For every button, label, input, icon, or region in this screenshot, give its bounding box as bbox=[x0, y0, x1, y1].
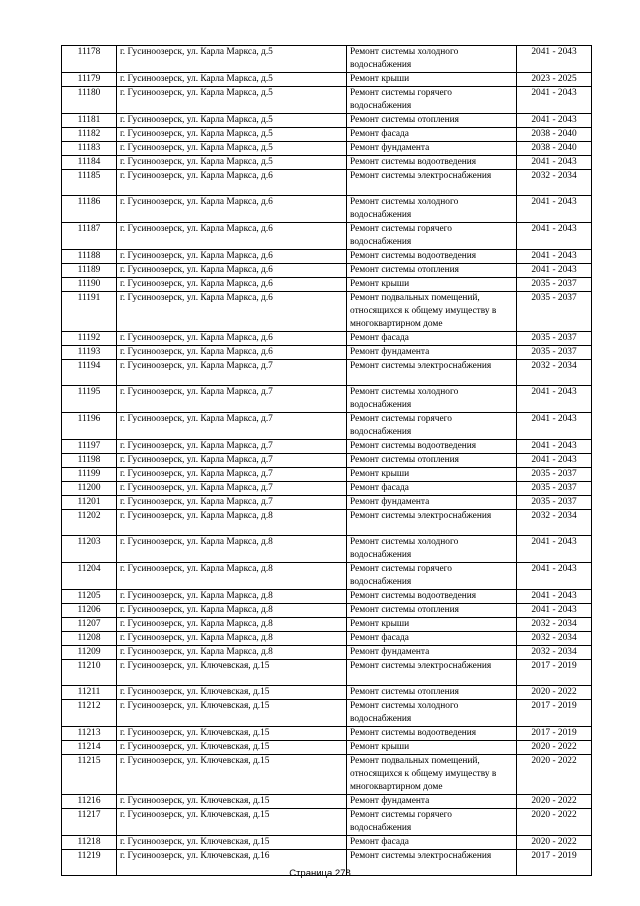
table-row bbox=[62, 142, 592, 156]
row-work-type: Ремонт системы электроснабжения bbox=[347, 850, 517, 876]
row-number: 11211 bbox=[62, 686, 117, 700]
table-row bbox=[62, 264, 592, 278]
row-number: 11189 bbox=[62, 264, 117, 278]
row-work-type: Ремонт системы горячего водоснабжения bbox=[347, 87, 517, 114]
row-number: 11212 bbox=[62, 700, 117, 727]
row-work-type: Ремонт крыши bbox=[347, 741, 517, 755]
row-number: 11188 bbox=[62, 250, 117, 264]
row-number: 11217 bbox=[62, 809, 117, 836]
table-row bbox=[62, 618, 592, 632]
row-work-type: Ремонт подвальных помещений, относящихся к общему имуществу в многоквартирном доме bbox=[347, 292, 517, 332]
row-number: 11184 bbox=[62, 156, 117, 170]
row-number: 11187 bbox=[62, 223, 117, 250]
row-period: 2020 - 2022 bbox=[517, 809, 592, 836]
row-number: 11183 bbox=[62, 142, 117, 156]
row-period: 2017 - 2019 bbox=[517, 727, 592, 741]
table-row bbox=[62, 332, 592, 346]
row-address: г. Гусиноозерск, ул. Ключевская, д.15 bbox=[117, 727, 347, 741]
row-work-type: Ремонт крыши bbox=[347, 73, 517, 87]
table-row bbox=[62, 755, 592, 795]
row-address: г. Гусиноозерск, ул. Ключевская, д.15 bbox=[117, 809, 347, 836]
table-row bbox=[62, 727, 592, 741]
row-address: г. Гусиноозерск, ул. Карла Маркса, д.8 bbox=[117, 632, 347, 646]
row-period: 2032 - 2034 bbox=[517, 618, 592, 632]
page-number: Страница 278 bbox=[289, 868, 351, 879]
row-address: г. Гусиноозерск, ул. Карла Маркса, д.5 bbox=[117, 46, 347, 73]
table-row bbox=[62, 440, 592, 454]
row-address: г. Гусиноозерск, ул. Карла Маркса, д.6 bbox=[117, 332, 347, 346]
table-row bbox=[62, 170, 592, 196]
row-number: 11216 bbox=[62, 795, 117, 809]
row-address: г. Гусиноозерск, ул. Карла Маркса, д.5 bbox=[117, 114, 347, 128]
row-address: г. Гусиноозерск, ул. Карла Маркса, д.7 bbox=[117, 482, 347, 496]
row-address: г. Гусиноозерск, ул. Карла Маркса, д.8 bbox=[117, 604, 347, 618]
table-row bbox=[62, 700, 592, 727]
row-work-type: Ремонт крыши bbox=[347, 468, 517, 482]
row-period: 2041 - 2043 bbox=[517, 386, 592, 413]
row-work-type: Ремонт фасада bbox=[347, 482, 517, 496]
row-work-type: Ремонт фасада bbox=[347, 632, 517, 646]
row-period: 2041 - 2043 bbox=[517, 454, 592, 468]
row-period: 2041 - 2043 bbox=[517, 250, 592, 264]
row-period: 2041 - 2043 bbox=[517, 604, 592, 618]
row-work-type: Ремонт подвальных помещений, относящихся к общему имуществу в многоквартирном доме bbox=[347, 755, 517, 795]
table-row bbox=[62, 536, 592, 563]
row-address: г. Гусиноозерск, ул. Карла Маркса, д.6 bbox=[117, 250, 347, 264]
row-period: 2020 - 2022 bbox=[517, 686, 592, 700]
row-address: г. Гусиноозерск, ул. Ключевская, д.16 bbox=[117, 850, 347, 876]
row-number: 11200 bbox=[62, 482, 117, 496]
row-work-type: Ремонт системы холодного водоснабжения bbox=[347, 386, 517, 413]
row-number: 11180 bbox=[62, 87, 117, 114]
row-work-type: Ремонт фундамента bbox=[347, 795, 517, 809]
table-row bbox=[62, 496, 592, 510]
row-address: г. Гусиноозерск, ул. Карла Маркса, д.5 bbox=[117, 128, 347, 142]
row-number: 11179 bbox=[62, 73, 117, 87]
row-period: 2017 - 2019 bbox=[517, 700, 592, 727]
row-period: 2041 - 2043 bbox=[517, 413, 592, 440]
table-row bbox=[62, 836, 592, 850]
row-address: г. Гусиноозерск, ул. Ключевская, д.15 bbox=[117, 700, 347, 727]
row-period: 2032 - 2034 bbox=[517, 170, 592, 196]
table-row bbox=[62, 563, 592, 590]
table-row bbox=[62, 590, 592, 604]
table-row bbox=[62, 292, 592, 332]
table-row bbox=[62, 360, 592, 386]
row-number: 11207 bbox=[62, 618, 117, 632]
row-address: г. Гусиноозерск, ул. Карла Маркса, д.8 bbox=[117, 646, 347, 660]
row-work-type: Ремонт системы водоотведения bbox=[347, 590, 517, 604]
row-work-type: Ремонт системы горячего водоснабжения bbox=[347, 413, 517, 440]
row-period: 2041 - 2043 bbox=[517, 223, 592, 250]
row-number: 11198 bbox=[62, 454, 117, 468]
table-row bbox=[62, 114, 592, 128]
row-address: г. Гусиноозерск, ул. Карла Маркса, д.7 bbox=[117, 454, 347, 468]
table-row bbox=[62, 809, 592, 836]
row-work-type: Ремонт системы горячего водоснабжения bbox=[347, 563, 517, 590]
row-number: 11206 bbox=[62, 604, 117, 618]
row-period: 2035 - 2037 bbox=[517, 468, 592, 482]
table-row bbox=[62, 632, 592, 646]
row-number: 11178 bbox=[62, 46, 117, 73]
row-period: 2032 - 2034 bbox=[517, 510, 592, 536]
table-row bbox=[62, 686, 592, 700]
row-address: г. Гусиноозерск, ул. Карла Маркса, д.6 bbox=[117, 223, 347, 250]
row-address: г. Гусиноозерск, ул. Ключевская, д.15 bbox=[117, 741, 347, 755]
row-work-type: Ремонт фасада bbox=[347, 332, 517, 346]
row-address: г. Гусиноозерск, ул. Карла Маркса, д.6 bbox=[117, 346, 347, 360]
row-period: 2038 - 2040 bbox=[517, 142, 592, 156]
row-work-type: Ремонт крыши bbox=[347, 618, 517, 632]
row-period: 2041 - 2043 bbox=[517, 196, 592, 223]
row-number: 11193 bbox=[62, 346, 117, 360]
table-row bbox=[62, 73, 592, 87]
row-period: 2041 - 2043 bbox=[517, 156, 592, 170]
row-work-type: Ремонт системы водоотведения bbox=[347, 440, 517, 454]
row-period: 2020 - 2022 bbox=[517, 795, 592, 809]
row-period: 2020 - 2022 bbox=[517, 836, 592, 850]
row-number: 11205 bbox=[62, 590, 117, 604]
table-row bbox=[62, 386, 592, 413]
row-address: г. Гусиноозерск, ул. Карла Маркса, д.6 bbox=[117, 292, 347, 332]
row-address: г. Гусиноозерск, ул. Карла Маркса, д.5 bbox=[117, 156, 347, 170]
row-period: 2035 - 2037 bbox=[517, 496, 592, 510]
row-period: 2041 - 2043 bbox=[517, 590, 592, 604]
row-period: 2041 - 2043 bbox=[517, 264, 592, 278]
row-address: г. Гусиноозерск, ул. Карла Маркса, д.7 bbox=[117, 413, 347, 440]
row-number: 11215 bbox=[62, 755, 117, 795]
row-period: 2017 - 2019 bbox=[517, 850, 592, 876]
row-work-type: Ремонт крыши bbox=[347, 278, 517, 292]
row-number: 11208 bbox=[62, 632, 117, 646]
row-work-type: Ремонт системы электроснабжения bbox=[347, 170, 517, 196]
row-address: г. Гусиноозерск, ул. Карла Маркса, д.7 bbox=[117, 360, 347, 386]
table-row bbox=[62, 741, 592, 755]
row-work-type: Ремонт фундамента bbox=[347, 346, 517, 360]
row-period: 2035 - 2037 bbox=[517, 278, 592, 292]
row-work-type: Ремонт системы водоотведения bbox=[347, 727, 517, 741]
row-work-type: Ремонт фасада bbox=[347, 128, 517, 142]
row-address: г. Гусиноозерск, ул. Карла Маркса, д.8 bbox=[117, 618, 347, 632]
row-number: 11214 bbox=[62, 741, 117, 755]
row-number: 11213 bbox=[62, 727, 117, 741]
row-period: 2032 - 2034 bbox=[517, 632, 592, 646]
row-number: 11185 bbox=[62, 170, 117, 196]
row-work-type: Ремонт системы водоотведения bbox=[347, 250, 517, 264]
row-period: 2032 - 2034 bbox=[517, 646, 592, 660]
table-row bbox=[62, 660, 592, 686]
row-number: 11186 bbox=[62, 196, 117, 223]
row-period: 2041 - 2043 bbox=[517, 114, 592, 128]
row-work-type: Ремонт системы отопления bbox=[347, 454, 517, 468]
row-address: г. Гусиноозерск, ул. Ключевская, д.15 bbox=[117, 795, 347, 809]
table-row bbox=[62, 795, 592, 809]
row-work-type: Ремонт системы электроснабжения bbox=[347, 660, 517, 686]
table-row bbox=[62, 250, 592, 264]
row-period: 2035 - 2037 bbox=[517, 292, 592, 332]
row-period: 2038 - 2040 bbox=[517, 128, 592, 142]
table-row bbox=[62, 87, 592, 114]
row-work-type: Ремонт системы электроснабжения bbox=[347, 360, 517, 386]
row-period: 2035 - 2037 bbox=[517, 482, 592, 496]
row-number: 11219 bbox=[62, 850, 117, 876]
row-address: г. Гусиноозерск, ул. Карла Маркса, д.7 bbox=[117, 386, 347, 413]
row-work-type: Ремонт системы холодного водоснабжения bbox=[347, 46, 517, 73]
row-work-type: Ремонт системы горячего водоснабжения bbox=[347, 809, 517, 836]
row-number: 11197 bbox=[62, 440, 117, 454]
table-row bbox=[62, 156, 592, 170]
row-number: 11194 bbox=[62, 360, 117, 386]
row-address: г. Гусиноозерск, ул. Карла Маркса, д.7 bbox=[117, 468, 347, 482]
row-address: г. Гусиноозерск, ул. Карла Маркса, д.6 bbox=[117, 170, 347, 196]
row-number: 11199 bbox=[62, 468, 117, 482]
row-number: 11201 bbox=[62, 496, 117, 510]
row-number: 11195 bbox=[62, 386, 117, 413]
table-row bbox=[62, 604, 592, 618]
row-work-type: Ремонт системы горячего водоснабжения bbox=[347, 223, 517, 250]
table-row bbox=[62, 278, 592, 292]
row-address: г. Гусиноозерск, ул. Карла Маркса, д.7 bbox=[117, 440, 347, 454]
row-address: г. Гусиноозерск, ул. Карла Маркса, д.8 bbox=[117, 510, 347, 536]
row-address: г. Гусиноозерск, ул. Ключевская, д.15 bbox=[117, 686, 347, 700]
row-work-type: Ремонт системы водоотведения bbox=[347, 156, 517, 170]
table-row bbox=[62, 128, 592, 142]
table-body bbox=[62, 46, 592, 876]
row-address: г. Гусиноозерск, ул. Карла Маркса, д.7 bbox=[117, 496, 347, 510]
row-work-type: Ремонт системы отопления bbox=[347, 604, 517, 618]
row-number: 11203 bbox=[62, 536, 117, 563]
table-row bbox=[62, 413, 592, 440]
row-number: 11210 bbox=[62, 660, 117, 686]
table-row bbox=[62, 346, 592, 360]
row-period: 2035 - 2037 bbox=[517, 332, 592, 346]
table-row bbox=[62, 454, 592, 468]
row-work-type: Ремонт системы электроснабжения bbox=[347, 510, 517, 536]
row-number: 11209 bbox=[62, 646, 117, 660]
row-period: 2041 - 2043 bbox=[517, 563, 592, 590]
row-work-type: Ремонт системы отопления bbox=[347, 686, 517, 700]
row-work-type: Ремонт фасада bbox=[347, 836, 517, 850]
row-work-type: Ремонт системы холодного водоснабжения bbox=[347, 196, 517, 223]
table-row bbox=[62, 196, 592, 223]
row-address: г. Гусиноозерск, ул. Карла Маркса, д.6 bbox=[117, 264, 347, 278]
row-number: 11191 bbox=[62, 292, 117, 332]
row-period: 2041 - 2043 bbox=[517, 87, 592, 114]
table-row bbox=[62, 468, 592, 482]
row-period: 2041 - 2043 bbox=[517, 440, 592, 454]
table-row bbox=[62, 46, 592, 73]
row-address: г. Гусиноозерск, ул. Карла Маркса, д.8 bbox=[117, 590, 347, 604]
works-table bbox=[61, 45, 592, 876]
row-work-type: Ремонт фундамента bbox=[347, 496, 517, 510]
row-address: г. Гусиноозерск, ул. Карла Маркса, д.6 bbox=[117, 196, 347, 223]
table-row bbox=[62, 646, 592, 660]
row-work-type: Ремонт системы отопления bbox=[347, 264, 517, 278]
row-period: 2035 - 2037 bbox=[517, 346, 592, 360]
row-number: 11218 bbox=[62, 836, 117, 850]
row-period: 2020 - 2022 bbox=[517, 741, 592, 755]
row-address: г. Гусиноозерск, ул. Карла Маркса, д.8 bbox=[117, 563, 347, 590]
table-row bbox=[62, 482, 592, 496]
row-number: 11192 bbox=[62, 332, 117, 346]
table-row bbox=[62, 510, 592, 536]
row-address: г. Гусиноозерск, ул. Карла Маркса, д.5 bbox=[117, 87, 347, 114]
row-number: 11190 bbox=[62, 278, 117, 292]
row-address: г. Гусиноозерск, ул. Карла Маркса, д.5 bbox=[117, 142, 347, 156]
row-work-type: Ремонт фундамента bbox=[347, 646, 517, 660]
row-period: 2041 - 2043 bbox=[517, 536, 592, 563]
row-period: 2017 - 2019 bbox=[517, 660, 592, 686]
row-number: 11204 bbox=[62, 563, 117, 590]
row-period: 2020 - 2022 bbox=[517, 755, 592, 795]
table-row bbox=[62, 223, 592, 250]
row-work-type: Ремонт фундамента bbox=[347, 142, 517, 156]
row-number: 11202 bbox=[62, 510, 117, 536]
row-period: 2023 - 2025 bbox=[517, 73, 592, 87]
row-number: 11181 bbox=[62, 114, 117, 128]
row-address: г. Гусиноозерск, ул. Карла Маркса, д.6 bbox=[117, 278, 347, 292]
row-work-type: Ремонт системы холодного водоснабжения bbox=[347, 536, 517, 563]
row-address: г. Гусиноозерск, ул. Карла Маркса, д.8 bbox=[117, 536, 347, 563]
row-address: г. Гусиноозерск, ул. Карла Маркса, д.5 bbox=[117, 73, 347, 87]
row-address: г. Гусиноозерск, ул. Ключевская, д.15 bbox=[117, 836, 347, 850]
row-work-type: Ремонт системы отопления bbox=[347, 114, 517, 128]
row-work-type: Ремонт системы холодного водоснабжения bbox=[347, 700, 517, 727]
row-number: 11196 bbox=[62, 413, 117, 440]
row-number: 11182 bbox=[62, 128, 117, 142]
row-address: г. Гусиноозерск, ул. Ключевская, д.15 bbox=[117, 660, 347, 686]
row-period: 2032 - 2034 bbox=[517, 360, 592, 386]
row-period: 2041 - 2043 bbox=[517, 46, 592, 73]
row-address: г. Гусиноозерск, ул. Ключевская, д.15 bbox=[117, 755, 347, 795]
